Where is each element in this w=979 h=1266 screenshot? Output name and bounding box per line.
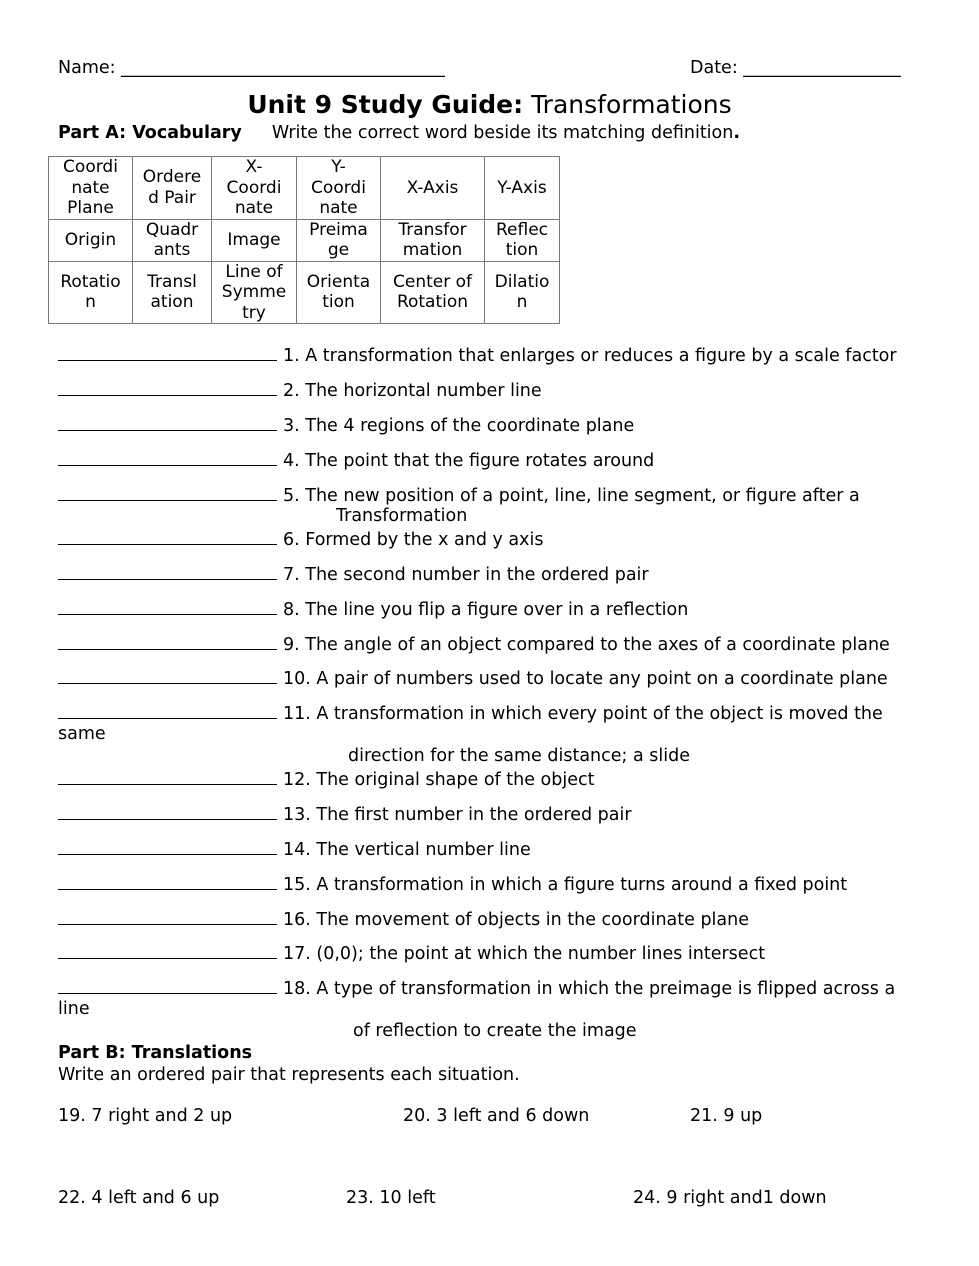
answer-blank[interactable] [58,563,277,580]
word-bank-cell: Transl ation [133,261,212,324]
part-b-heading: Part B: Translations [58,1043,253,1063]
answer-blank[interactable] [58,414,277,431]
question-14 [58,838,531,860]
translation-item: 21. 9 up [690,1106,763,1126]
question-17 [58,942,765,964]
date-field-label: Date: __________________ [690,58,901,78]
word-bank-cell: Y- Coordi nate [297,157,381,220]
question-2 [58,379,542,401]
part-a-heading: Part A: Vocabulary [58,123,242,143]
title-bold: Unit 9 Study Guide: [247,90,524,119]
question-6 [58,528,543,550]
word-bank-cell: Reflec tion [485,219,560,261]
word-bank-table [48,156,560,324]
answer-blank[interactable] [58,768,277,785]
question-text: 9. The angle of an object compared to the axes of a coordinate plane [283,635,890,655]
word-bank-cell: Dilatio n [485,261,560,324]
question-8 [58,598,688,620]
word-bank-cell: Image [212,219,297,261]
answer-blank[interactable] [58,977,277,994]
question-11 [58,702,883,724]
word-bank-cell: X-Axis [381,157,485,220]
question-12 [58,768,595,790]
question-15 [58,873,847,895]
question-text: 8. The line you flip a figure over in a reflection [283,600,689,620]
part-a-header [58,123,740,143]
word-bank-cell: Y-Axis [485,157,560,220]
word-bank-cell: Center of Rotation [381,261,485,324]
question-text: 15. A transformation in which a figure turns around a fixed point [283,875,848,895]
question-text: 17. (0,0); the point at which the number lines intersect [283,944,766,964]
answer-blank[interactable] [58,344,277,361]
question-4 [58,449,654,471]
translation-item: 20. 3 left and 6 down [403,1106,590,1126]
question-10 [58,667,888,689]
translation-item: 24. 9 right and1 down [633,1188,827,1208]
question-5 [58,484,860,506]
answer-blank[interactable] [58,449,277,466]
word-bank-cell: Line of Symme try [212,261,297,324]
question-text: 14. The vertical number line [283,840,531,860]
answer-blank[interactable] [58,873,277,890]
answer-blank[interactable] [58,379,277,396]
question-text: 4. The point that the figure rotates around [283,451,655,471]
question-3 [58,414,634,436]
word-bank-cell: Quadr ants [133,219,212,261]
question-text: 7. The second number in the ordered pair [283,565,649,585]
question-7 [58,563,649,585]
question-text: 18. A type of transformation in which the preimage is flipped across a [283,979,896,999]
question-11-continuation-b: direction for the same distance; a slide [348,746,690,766]
question-text: 6. Formed by the x and y axis [283,530,544,550]
page-title [0,90,979,119]
part-a-instruction: Write the correct word beside its matching definition [271,123,734,143]
answer-blank[interactable] [58,667,277,684]
question-text: 5. The new position of a point, line, line segment, or figure after a [283,486,860,506]
question-text: 16. The movement of objects in the coordinate plane [283,910,749,930]
question-16 [58,908,749,930]
part-a-instruction-end: . [733,123,741,143]
question-11-continuation-a: same [58,724,106,744]
question-18 [58,977,895,999]
question-18-continuation-a: line [58,999,90,1019]
answer-blank[interactable] [58,803,277,820]
word-bank-cell: Ordere d Pair [133,157,212,220]
answer-blank[interactable] [58,528,277,545]
title-normal: Transformations [531,90,732,119]
question-1 [58,344,897,366]
question-text: 12. The original shape of the object [283,770,595,790]
question-text: 1. A transformation that enlarges or reduces a figure by a scale factor [283,346,897,366]
question-13 [58,803,632,825]
question-9 [58,633,890,655]
question-text: 11. A transformation in which every point of the object is moved the [283,704,883,724]
word-bank-cell: Coordi nate Plane [49,157,133,220]
question-text: 2. The horizontal number line [283,381,542,401]
word-bank-cell: X- Coordi nate [212,157,297,220]
answer-blank[interactable] [58,633,277,650]
answer-blank[interactable] [58,598,277,615]
question-18-continuation-b: of reflection to create the image [353,1021,637,1041]
answer-blank[interactable] [58,942,277,959]
part-b-instruction: Write an ordered pair that represents each situation. [58,1065,520,1085]
word-bank-cell: Origin [49,219,133,261]
answer-blank[interactable] [58,702,277,719]
question-text: 10. A pair of numbers used to locate any point on a coordinate plane [283,669,888,689]
name-field-label: Name: _____________________________________ [58,58,445,78]
answer-blank[interactable] [58,908,277,925]
translation-item: 23. 10 left [346,1188,436,1208]
word-bank-cell: Orienta tion [297,261,381,324]
question-text: 13. The first number in the ordered pair [283,805,632,825]
word-bank-cell: Rotatio n [49,261,133,324]
word-bank-cell: Transfor mation [381,219,485,261]
answer-blank[interactable] [58,838,277,855]
question-5-continuation: Transformation [336,506,468,526]
question-text: 3. The 4 regions of the coordinate plane [283,416,635,436]
translation-item: 22. 4 left and 6 up [58,1188,220,1208]
translation-item: 19. 7 right and 2 up [58,1106,233,1126]
answer-blank[interactable] [58,484,277,501]
word-bank-cell: Preima ge [297,219,381,261]
